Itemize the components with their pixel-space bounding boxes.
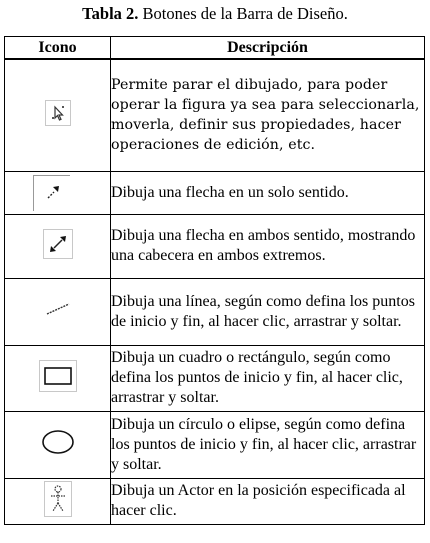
icon-cell <box>5 59 111 171</box>
icon-cell <box>5 411 111 478</box>
row-description: Dibuja un cuadro o rectángulo, según como defina los puntos de inicio y fin, al hacer clic, arrastrar y soltar. <box>111 345 425 411</box>
design-bar-buttons-table <box>4 36 425 525</box>
header-description: Descripción <box>111 37 425 60</box>
table-row <box>5 345 425 411</box>
table-row <box>5 171 425 214</box>
table-row <box>5 478 425 524</box>
icon-cell <box>5 478 111 524</box>
caption-text: Botones de la Barra de Diseño. <box>142 4 348 23</box>
table-caption <box>0 4 430 24</box>
two-way-arrow-icon <box>43 229 73 259</box>
row-description: Dibuja un Actor en la posición especificada al hacer clic. <box>111 478 425 524</box>
line-icon <box>43 299 73 324</box>
table-row <box>5 59 425 171</box>
ellipse-icon <box>40 427 76 462</box>
icon-cell <box>5 345 111 411</box>
table-row <box>5 411 425 478</box>
icon-cell <box>5 214 111 278</box>
actor-icon <box>44 481 72 517</box>
table-row <box>5 278 425 345</box>
header-icon: Icono <box>5 37 111 60</box>
icon-cell <box>5 278 111 345</box>
row-description: Permite parar el dibujado, para poder operar la figura ya sea para seleccionarla, moverla, definir sus propiedades, hacer operaciones de edición, etc. <box>111 59 425 171</box>
row-description: Dibuja un círculo o elipse, según como defina los puntos de inicio y fin, al hacer clic, arrastrar y soltar. <box>111 411 425 478</box>
row-description: Dibuja una línea, según como defina los puntos de inicio y fin, al hacer clic, arrastrar y soltar. <box>111 278 425 345</box>
caption-label: Tabla 2. <box>82 4 139 23</box>
icon-cell <box>5 171 111 214</box>
row-description: Dibuja una flecha en ambos sentido, mostrando una cabecera en ambos extremos. <box>111 214 425 278</box>
one-way-arrow-icon <box>33 175 70 211</box>
row-description: Dibuja una flecha en un solo sentido. <box>111 171 425 214</box>
table-header-row <box>5 37 425 60</box>
pointer-cursor-icon <box>45 100 71 126</box>
rectangle-icon <box>39 360 77 392</box>
table-row <box>5 214 425 278</box>
